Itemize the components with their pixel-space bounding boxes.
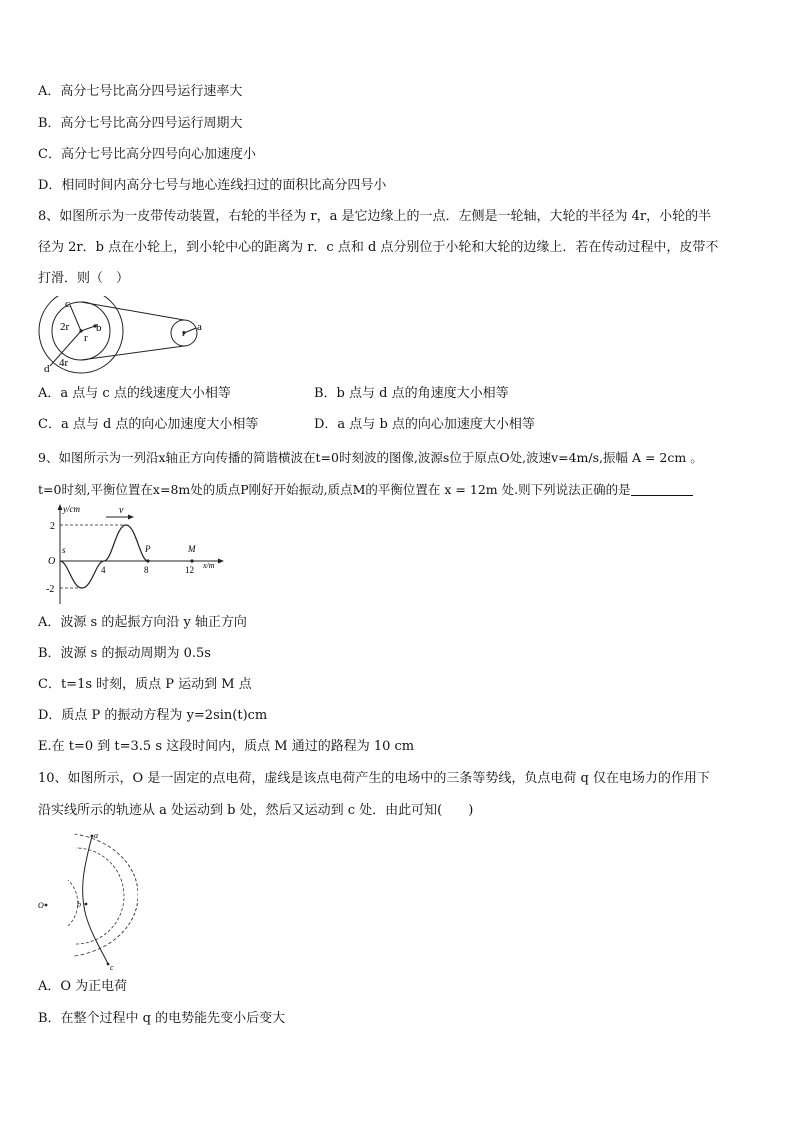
velocity-label: v: [119, 505, 124, 516]
radius-line-a: [184, 328, 196, 333]
point-c: [107, 963, 110, 966]
q9-option-b: B．波源 s 的振动周期为 0.5s: [38, 646, 211, 661]
belt-top: [81, 302, 184, 320]
label-m: M: [188, 544, 196, 554]
q8-stem-line1: 8、如图所示为一皮带传动装置，右轮的半径为 r，a 是它边缘上的一点．左侧是一轮轴，大轮的半径为 4r，小轮的半: [38, 209, 712, 224]
label-p: P: [145, 544, 151, 554]
x-tick-12: 12: [185, 565, 194, 575]
wave-graph-figure: [38, 500, 228, 608]
label-a: a: [197, 321, 202, 333]
answer-blank: [631, 483, 693, 496]
q10-option-a: A．O 为正电荷: [38, 979, 128, 994]
x-axis-label: x/m: [203, 561, 215, 570]
point-a: [91, 835, 94, 838]
q8-option-c: C．a 点与 d 点的向心加速度大小相等: [38, 417, 259, 432]
point-m: [190, 559, 193, 562]
charge-o-point: [45, 904, 48, 907]
q7-option-b: B．高分七号比高分四号运行周期大: [38, 116, 243, 131]
q9-stem-line1: 9、如图所示为一列沿x轴正方向传播的简谐横波在t=0时刻波的图像,波源s位于原点O处,波速v=4m/s,振幅 A = 2cm 。: [38, 450, 703, 465]
q9-option-c: C．t=1s 时刻，质点 P 运动到 M 点: [38, 677, 252, 692]
label-b: b: [77, 900, 81, 909]
wave-curve: [60, 525, 148, 588]
q7-option-a: A．高分七号比高分四号运行速率大: [38, 84, 243, 99]
q10-option-b: B．在整个过程中 q 的电势能先变小后变大: [38, 1011, 286, 1026]
q8-option-b: B．b 点与 d 点的角速度大小相等: [314, 386, 509, 401]
radius-line-c: [70, 305, 81, 331]
label-2r: 2r: [60, 321, 70, 333]
label-c: c: [65, 298, 70, 310]
y-tick-neg2: -2: [46, 584, 55, 595]
radius-line-b: [81, 326, 95, 331]
q9-stem-line2-wrap: [38, 481, 693, 498]
label-b: b: [96, 322, 102, 334]
velocity-arrow-head: [128, 515, 134, 520]
point-b: [85, 903, 88, 906]
label-4r: 4r: [59, 357, 69, 369]
q8-stem-line2: 径为 2r．b 点在小轮上，到小轮中心的距离为 r．c 点和 d 点分别位于小轮和大轮的边缘上．若在传动过程中，皮带不: [38, 240, 719, 255]
y-tick-2: 2: [50, 521, 55, 532]
origin-label: O: [48, 556, 56, 567]
label-d: d: [44, 363, 50, 375]
x-tick-4: 4: [101, 565, 106, 575]
q8-option-a: A．a 点与 c 点的线速度大小相等: [38, 386, 231, 401]
equipotential-outer: [75, 834, 139, 956]
q9-option-d: D．质点 P 的振动方程为 y=2sin(t)cm: [38, 708, 268, 723]
q9-option-a: A．波源 s 的起振方向沿 y 轴正方向: [38, 615, 247, 630]
q7-option-d: D．相同时间内高分七号与地心连线扫过的面积比高分四号小: [38, 178, 387, 193]
belt-drive-figure: [38, 296, 218, 376]
charge-trajectory: [83, 836, 108, 964]
q8-stem-line3: 打滑．则（ ）: [38, 271, 130, 286]
q8-option-d: D．a 点与 b 点的向心加速度大小相等: [314, 417, 535, 432]
x-axis-arrow: [218, 559, 224, 564]
y-axis-label: y/cm: [63, 504, 80, 514]
label-r-right: r: [182, 328, 186, 339]
source-s-label: s: [62, 545, 66, 555]
point-charge-figure: [38, 826, 138, 976]
label-r-left: r: [84, 332, 88, 344]
point-p: [146, 559, 149, 562]
label-o: O: [38, 901, 44, 910]
left-center-point: [79, 329, 82, 332]
q9-option-e: E.在 t=0 到 t=3.5 s 这段时间内，质点 M 通过的路程为 10 cm: [38, 739, 415, 754]
q7-option-c: C．高分七号比高分四号向心加速度小: [38, 147, 256, 162]
x-tick-8: 8: [144, 565, 149, 575]
q10-stem-line1: 10、如图所示，O 是一固定的点电荷，虚线是该点电荷产生的电场中的三条等势线，负点电荷 q 仅在电场力的作用下: [38, 771, 710, 786]
q10-stem-line2: 沿实线所示的轨迹从 a 处运动到 b 处，然后又运动到 c 处．由此可知( ): [38, 803, 474, 818]
q9-stem-line2: t=0时刻,平衡位置在x=8m处的质点P刚好开始振动,质点M的平衡位置在 x = 12m 处.则下列说法正确的是: [38, 482, 631, 497]
label-c: c: [110, 963, 114, 972]
label-a: a: [94, 831, 98, 840]
belt-bottom: [81, 346, 184, 360]
y-axis-arrow: [58, 504, 63, 510]
